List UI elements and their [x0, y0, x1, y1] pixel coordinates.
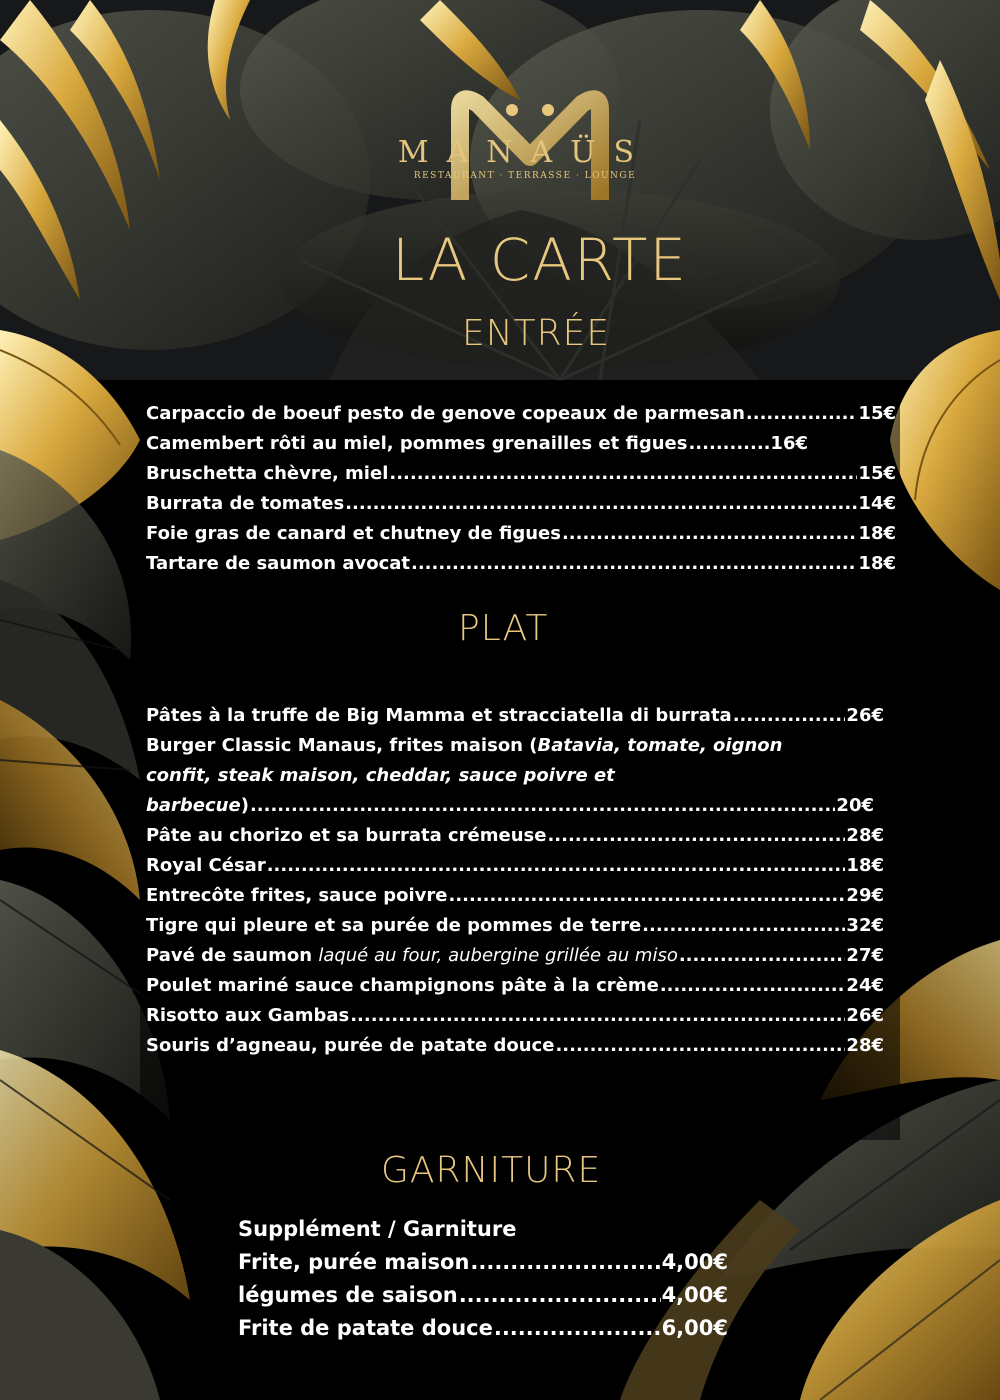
- item-price: 14€: [858, 493, 896, 514]
- section-title-entree: ENTRÉE: [462, 313, 611, 354]
- item-name: Camembert rôti au miel, pommes grenailles et figues: [146, 433, 688, 454]
- leader-dots: [345, 489, 857, 519]
- menu-item: [146, 881, 884, 911]
- leader-dots: [350, 1001, 845, 1031]
- entree-list: [146, 399, 896, 579]
- plat-list: [146, 701, 884, 1061]
- item-price: 32€: [846, 915, 884, 936]
- item-price: 27€: [846, 945, 884, 966]
- item-price: 4,00€: [661, 1283, 728, 1307]
- item-price: 28€: [846, 1035, 884, 1056]
- leader-dots: [679, 941, 846, 971]
- item-detail: confit, steak maison, cheddar, sauce poivre et: [146, 765, 615, 786]
- menu-item: [146, 459, 896, 489]
- leader-dots: [267, 851, 846, 881]
- item-name-main: Pavé de saumon: [146, 945, 319, 966]
- item-name: Risotto aux Gambas: [146, 1005, 350, 1026]
- leader-dots: [746, 399, 858, 429]
- item-price: 15€: [858, 463, 896, 484]
- item-detail: barbecue: [146, 795, 241, 816]
- section-title-garniture: GARNITURE: [381, 1150, 602, 1191]
- item-name: Pâtes à la truffe de Big Mamma et stracciatella di burrata: [146, 705, 732, 726]
- menu-item: [146, 911, 884, 941]
- item-price: 15€: [858, 403, 896, 424]
- menu-item: [146, 1001, 884, 1031]
- item-name: [146, 941, 678, 971]
- item-price: 24€: [846, 975, 884, 996]
- item-detail: laqué au four, aubergine grillée au miso: [318, 945, 678, 966]
- menu-item: [146, 549, 896, 579]
- menu-item: [146, 429, 808, 459]
- menu-item-burger-line2: [146, 761, 884, 791]
- item-name: Entrecôte frites, sauce poivre: [146, 885, 448, 906]
- leader-dots: [411, 549, 857, 579]
- brand-subtitle: RESTAURANT · TERRASSE · LOUNGE: [413, 171, 637, 181]
- item-price: 18€: [846, 855, 884, 876]
- menu-item: [146, 941, 884, 971]
- menu-item: [146, 701, 884, 731]
- menu-item: [146, 971, 884, 1001]
- item-price: 4,00€: [661, 1250, 728, 1274]
- brand-name: MANAÜS: [397, 135, 653, 170]
- menu-item: [146, 851, 884, 881]
- item-price: 26€: [846, 1005, 884, 1026]
- item-name: Burger Classic Manaus, frites maison (: [146, 735, 538, 756]
- item-price: 28€: [846, 825, 884, 846]
- item-detail: Batavia, tomate, oignon: [537, 735, 783, 756]
- leader-dots: [660, 971, 846, 1001]
- menu-item: [238, 1312, 728, 1345]
- item-name: Pâte au chorizo et sa burrata crémeuse: [146, 825, 547, 846]
- menu-item: [146, 399, 896, 429]
- item-name: Carpaccio de boeuf pesto de genove copeaux de parmesan: [146, 403, 745, 424]
- item-name: Frite de patate douce: [238, 1316, 493, 1340]
- leader-dots: [250, 791, 835, 821]
- menu-item: [146, 791, 874, 821]
- menu-item: [146, 821, 884, 851]
- leader-dots: [547, 821, 845, 851]
- garniture-list: [238, 1213, 728, 1345]
- item-name: Frite, purée maison: [238, 1250, 470, 1274]
- item-name: Burrata de tomates: [146, 493, 345, 514]
- leader-dots: [733, 701, 846, 731]
- item-name: Souris d’agneau, purée de patate douce: [146, 1035, 555, 1056]
- garniture-subheading: Supplément / Garniture: [238, 1217, 517, 1241]
- leader-dots: [448, 881, 845, 911]
- item-price: 29€: [846, 885, 884, 906]
- menu-item: [146, 489, 896, 519]
- item-name-end: ): [240, 795, 249, 816]
- leader-dots: [688, 429, 769, 459]
- menu-item: [238, 1279, 728, 1312]
- item-name: [146, 791, 249, 821]
- leader-dots: [470, 1246, 660, 1279]
- leader-dots: [642, 911, 845, 941]
- leader-dots: [562, 519, 857, 549]
- item-name: légumes de saison: [238, 1283, 458, 1307]
- section-title-plat: PLAT: [458, 608, 549, 649]
- leader-dots: [555, 1031, 845, 1061]
- leader-dots: [459, 1279, 661, 1312]
- item-price: 16€: [770, 433, 808, 454]
- item-price: 6,00€: [661, 1316, 728, 1340]
- menu-item-burger-line1: [146, 731, 884, 761]
- page-title: LA CARTE: [391, 226, 689, 294]
- item-name: Royal César: [146, 855, 266, 876]
- menu-item: [146, 1031, 884, 1061]
- menu-item: [146, 519, 896, 549]
- menu-item: [238, 1246, 728, 1279]
- item-price: 20€: [836, 795, 874, 816]
- item-name: Bruschetta chèvre, miel: [146, 463, 389, 484]
- leader-dots: [389, 459, 857, 489]
- item-name: Tartare de saumon avocat: [146, 553, 410, 574]
- item-name: Tigre qui pleure et sa purée de pommes de terre: [146, 915, 642, 936]
- item-price: 18€: [858, 553, 896, 574]
- item-name: Poulet mariné sauce champignons pâte à la crème: [146, 975, 659, 996]
- item-price: 18€: [858, 523, 896, 544]
- item-name: Foie gras de canard et chutney de figues: [146, 523, 561, 544]
- item-price: 26€: [846, 705, 884, 726]
- leader-dots: [494, 1312, 661, 1345]
